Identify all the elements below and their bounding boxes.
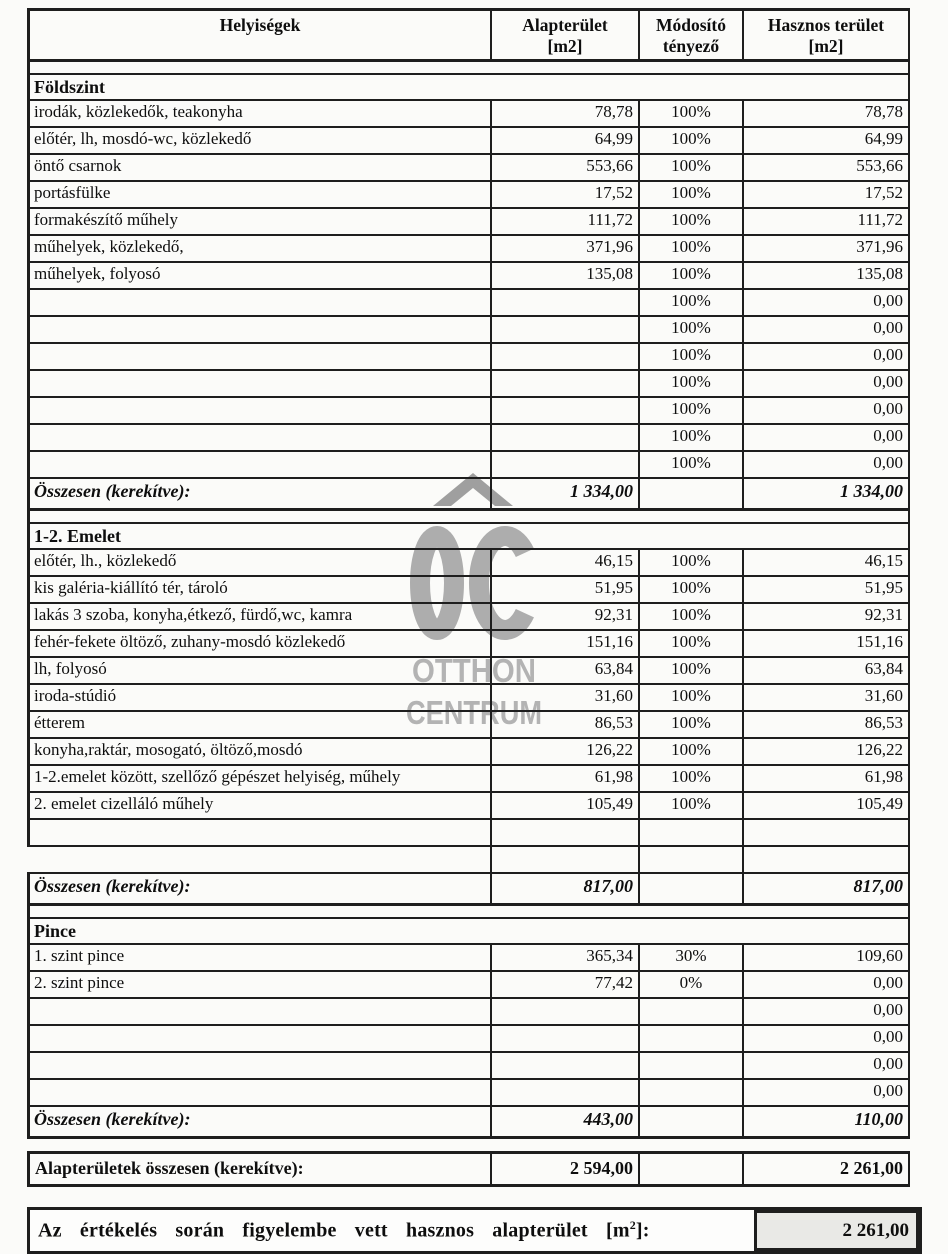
base-area-cell: 371,96: [490, 236, 638, 261]
room-name-cell: lh, folyosó: [27, 658, 490, 683]
table-row: [27, 1053, 910, 1080]
base-area-cell: 51,95: [490, 577, 638, 602]
room-name-cell: [27, 1053, 490, 1078]
grand-total-row: [27, 1151, 910, 1187]
room-name-cell: [27, 371, 490, 396]
table-row: [27, 847, 910, 874]
factor-cell: 100%: [638, 128, 742, 153]
room-name-cell: [27, 1080, 490, 1105]
factor-cell: 100%: [638, 685, 742, 710]
table-row: [27, 155, 910, 182]
section-header-emelet-1-2: 1-2. Emelet: [27, 524, 910, 548]
section-total-label: Összesen (kerekítve):: [27, 479, 490, 508]
table-row: [27, 236, 910, 263]
room-name-cell: öntő csarnok: [27, 155, 490, 180]
table-row: [27, 658, 910, 685]
table-row: [27, 101, 910, 128]
useful-area-cell: 0,00: [742, 425, 910, 450]
section-header-foldszint: Földszint: [27, 75, 910, 99]
table-row: [27, 290, 910, 317]
room-name-cell: formakészítő műhely: [27, 209, 490, 234]
factor-cell: 100%: [638, 739, 742, 764]
room-name-cell: [27, 425, 490, 450]
section-total-factor-cell: [638, 479, 742, 508]
grand-total-base-area: 2 594,00: [490, 1154, 638, 1184]
useful-area-cell: 0,00: [742, 999, 910, 1024]
table-header-row: [27, 11, 910, 62]
base-area-cell: [490, 290, 638, 315]
useful-area-cell: 151,16: [742, 631, 910, 656]
table-body: [27, 62, 910, 1139]
factor-cell: 100%: [638, 155, 742, 180]
factor-cell: [638, 1080, 742, 1105]
factor-cell: [638, 1026, 742, 1051]
useful-area-cell: [742, 820, 910, 845]
table-row: [27, 685, 910, 712]
section-total-row: [27, 1107, 910, 1139]
column-header-base-area-line2: [m2]: [547, 36, 583, 56]
base-area-cell: [490, 371, 638, 396]
factor-cell: 100%: [638, 577, 742, 602]
room-name-cell: kis galéria-kiállító tér, tároló: [27, 577, 490, 602]
room-name-cell: 1-2.emelet között, szellőző gépészet helyiség, műhely: [27, 766, 490, 791]
room-name-cell: irodák, közlekedők, teakonyha: [27, 101, 490, 126]
section-total-base-area: 1 334,00: [490, 479, 638, 508]
table-row: [27, 793, 910, 820]
base-area-cell: 77,42: [490, 972, 638, 997]
section-total-factor-cell: [638, 1107, 742, 1136]
room-name-cell: előtér, lh, mosdó-wc, közlekedő: [27, 128, 490, 153]
factor-cell: 100%: [638, 263, 742, 288]
section-total-row: [27, 479, 910, 511]
table-row: [27, 317, 910, 344]
table-row: [27, 452, 910, 479]
base-area-cell: 78,78: [490, 101, 638, 126]
separator-band: [27, 511, 910, 524]
table-row: [27, 820, 910, 847]
useful-area-cell: 135,08: [742, 263, 910, 288]
useful-area-cell: 64,99: [742, 128, 910, 153]
section-total-label: Összesen (kerekítve):: [27, 874, 490, 903]
column-header-base-area: [490, 11, 638, 59]
useful-area-cell: 86,53: [742, 712, 910, 737]
base-area-cell: [490, 1026, 638, 1051]
base-area-cell: [490, 820, 638, 845]
base-area-cell: 61,98: [490, 766, 638, 791]
factor-cell: [638, 999, 742, 1024]
useful-area-cell: 111,72: [742, 209, 910, 234]
room-name-cell: 2. emelet cizelláló műhely: [27, 793, 490, 818]
useful-area-cell: [742, 847, 910, 872]
column-header-rooms: [27, 11, 490, 59]
watermark-line2: CENTRUM: [406, 694, 542, 731]
base-area-cell: [490, 344, 638, 369]
final-label-text: Az értékelés során figyelembe vett hasznos alapterület [m: [38, 1219, 630, 1242]
useful-area-cell: 0,00: [742, 371, 910, 396]
section-total-factor-cell: [638, 874, 742, 903]
room-name-cell: [27, 344, 490, 369]
factor-cell: 100%: [638, 371, 742, 396]
room-name-cell: konyha,raktár, mosogató, öltöző,mosdó: [27, 739, 490, 764]
useful-area-cell: 0,00: [742, 1080, 910, 1105]
table-row: [27, 766, 910, 793]
section-total-row: [27, 874, 910, 906]
factor-cell: 100%: [638, 344, 742, 369]
room-name-cell: 1. szint pince: [27, 945, 490, 970]
table-row: [27, 604, 910, 631]
room-name-cell: [27, 290, 490, 315]
useful-area-cell: 105,49: [742, 793, 910, 818]
factor-cell: 100%: [638, 604, 742, 629]
useful-area-cell: 0,00: [742, 290, 910, 315]
final-label-superscript: 2: [629, 1218, 636, 1233]
base-area-cell: [490, 999, 638, 1024]
base-area-cell: [490, 847, 638, 872]
table-row: [27, 999, 910, 1026]
base-area-cell: 111,72: [490, 209, 638, 234]
base-area-cell: 46,15: [490, 550, 638, 575]
table-row: [27, 972, 910, 999]
factor-cell: 100%: [638, 658, 742, 683]
section-total-useful-area: 110,00: [742, 1107, 910, 1136]
table-row: [27, 398, 910, 425]
base-area-cell: 63,84: [490, 658, 638, 683]
final-useful-area-row: [27, 1207, 922, 1254]
useful-area-cell: 46,15: [742, 550, 910, 575]
table-row: [27, 128, 910, 155]
factor-cell: 100%: [638, 452, 742, 477]
section-total-base-area: 443,00: [490, 1107, 638, 1136]
column-header-useful-area-line2: [m2]: [808, 36, 844, 56]
table-row: [27, 425, 910, 452]
base-area-cell: [490, 425, 638, 450]
final-useful-area-value: 2 261,00: [754, 1210, 919, 1251]
base-area-cell: 92,31: [490, 604, 638, 629]
useful-area-cell: 371,96: [742, 236, 910, 261]
useful-area-cell: 109,60: [742, 945, 910, 970]
separator-band: [27, 906, 910, 919]
base-area-cell: 151,16: [490, 631, 638, 656]
section-header-row: [27, 919, 910, 945]
base-area-cell: [490, 317, 638, 342]
section-header-row: [27, 75, 910, 101]
base-area-cell: 365,34: [490, 945, 638, 970]
factor-cell: 100%: [638, 425, 742, 450]
table-row: [27, 945, 910, 972]
column-header-rooms-label: Helyiségek: [219, 15, 301, 35]
factor-cell: [638, 847, 742, 872]
column-header-useful-area-line1: Hasznos terület: [767, 15, 885, 35]
useful-area-cell: 553,66: [742, 155, 910, 180]
factor-cell: 100%: [638, 101, 742, 126]
base-area-cell: 135,08: [490, 263, 638, 288]
room-name-cell: [27, 847, 490, 872]
room-name-cell: 2. szint pince: [27, 972, 490, 997]
factor-cell: 100%: [638, 236, 742, 261]
useful-area-cell: 0,00: [742, 317, 910, 342]
base-area-cell: 31,60: [490, 685, 638, 710]
room-name-cell: lakás 3 szoba, konyha,étkező, fürdő,wc, kamra: [27, 604, 490, 629]
useful-area-cell: 92,31: [742, 604, 910, 629]
section-header-row: [27, 524, 910, 550]
section-total-useful-area: 817,00: [742, 874, 910, 903]
table-row: [27, 344, 910, 371]
useful-area-cell: 0,00: [742, 1053, 910, 1078]
section-total-label: Összesen (kerekítve):: [27, 1107, 490, 1136]
factor-cell: 100%: [638, 209, 742, 234]
base-area-cell: 126,22: [490, 739, 638, 764]
factor-cell: 100%: [638, 550, 742, 575]
base-area-cell: 553,66: [490, 155, 638, 180]
area-table: [27, 8, 910, 1139]
table-row: [27, 1080, 910, 1107]
room-name-cell: előtér, lh., közlekedő: [27, 550, 490, 575]
room-name-cell: műhelyek, közlekedő,: [27, 236, 490, 261]
room-name-cell: [27, 1026, 490, 1051]
room-name-cell: étterem: [27, 712, 490, 737]
base-area-cell: 105,49: [490, 793, 638, 818]
room-name-cell: portásfülke: [27, 182, 490, 207]
column-header-base-area-line1: Alapterület: [522, 15, 608, 35]
table-row: [27, 577, 910, 604]
room-name-cell: műhelyek, folyosó: [27, 263, 490, 288]
factor-cell: [638, 820, 742, 845]
base-area-cell: 86,53: [490, 712, 638, 737]
base-area-cell: 64,99: [490, 128, 638, 153]
room-name-cell: [27, 398, 490, 423]
base-area-cell: [490, 398, 638, 423]
factor-cell: 100%: [638, 398, 742, 423]
scanned-area-table-page: [0, 8, 948, 1242]
useful-area-cell: 0,00: [742, 344, 910, 369]
factor-cell: 100%: [638, 631, 742, 656]
useful-area-cell: 51,95: [742, 577, 910, 602]
factor-cell: 100%: [638, 712, 742, 737]
table-row: [27, 371, 910, 398]
room-name-cell: [27, 452, 490, 477]
table-row: [27, 550, 910, 577]
factor-cell: 100%: [638, 182, 742, 207]
table-row: [27, 631, 910, 658]
table-row: [27, 739, 910, 766]
useful-area-cell: 78,78: [742, 101, 910, 126]
separator-band: [27, 62, 910, 75]
table-row: [27, 1026, 910, 1053]
useful-area-cell: 63,84: [742, 658, 910, 683]
useful-area-cell: 17,52: [742, 182, 910, 207]
watermark-line1: OTTHON: [412, 652, 536, 689]
column-header-factor-line1: Módosító: [656, 15, 726, 35]
base-area-cell: [490, 1080, 638, 1105]
factor-cell: 30%: [638, 945, 742, 970]
table-row: [27, 712, 910, 739]
useful-area-cell: 0,00: [742, 972, 910, 997]
column-header-factor-line2: tényező: [662, 36, 720, 56]
room-name-cell: [27, 317, 490, 342]
section-total-base-area: 817,00: [490, 874, 638, 903]
table-row: [27, 263, 910, 290]
useful-area-cell: 31,60: [742, 685, 910, 710]
useful-area-cell: 0,00: [742, 452, 910, 477]
column-header-useful-area: [742, 11, 910, 59]
section-total-useful-area: 1 334,00: [742, 479, 910, 508]
base-area-cell: [490, 452, 638, 477]
room-name-cell: fehér-fekete öltöző, zuhany-mosdó közlekedő: [27, 631, 490, 656]
factor-cell: 100%: [638, 766, 742, 791]
grand-total-label: Alapterületek összesen (kerekítve):: [27, 1154, 490, 1184]
room-name-cell: iroda-stúdió: [27, 685, 490, 710]
useful-area-cell: 126,22: [742, 739, 910, 764]
room-name-cell: [27, 999, 490, 1024]
table-row: [27, 209, 910, 236]
final-label-suffix: ]:: [635, 1219, 650, 1242]
useful-area-cell: 0,00: [742, 398, 910, 423]
factor-cell: 0%: [638, 972, 742, 997]
useful-area-cell: 0,00: [742, 1026, 910, 1051]
table-row: [27, 182, 910, 209]
grand-total-useful-area: 2 261,00: [742, 1154, 910, 1184]
useful-area-cell: 61,98: [742, 766, 910, 791]
factor-cell: [638, 1053, 742, 1078]
room-name-cell: [27, 820, 490, 845]
grand-total-factor-cell: [638, 1154, 742, 1184]
section-header-pince: Pince: [27, 919, 910, 943]
factor-cell: 100%: [638, 317, 742, 342]
column-header-factor: [638, 11, 742, 59]
base-area-cell: [490, 1053, 638, 1078]
final-useful-area-label: [30, 1218, 754, 1243]
base-area-cell: 17,52: [490, 182, 638, 207]
factor-cell: 100%: [638, 793, 742, 818]
factor-cell: 100%: [638, 290, 742, 315]
